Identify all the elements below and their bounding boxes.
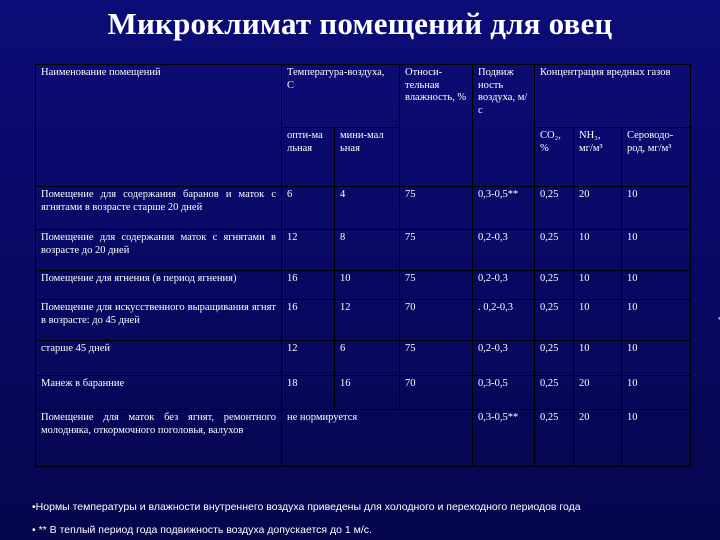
- cell-h2s: 10: [622, 271, 691, 300]
- row-name: старше 45 дней: [36, 341, 282, 376]
- cell-mobility: . 0,2-0,3: [473, 300, 535, 341]
- cell-h2s: 10: [622, 300, 691, 341]
- cell-temp-opt: 12: [282, 230, 335, 271]
- cell-mobility: 0,3-0,5**: [473, 187, 535, 230]
- table-row: [36, 376, 691, 410]
- cell-nh3: 10: [574, 230, 622, 271]
- cell-temp-opt: 16: [282, 300, 335, 341]
- cell-co2: 0,25: [535, 376, 574, 410]
- cell-temp-opt: 18: [282, 376, 335, 410]
- cell-temp-min: 16: [335, 376, 400, 410]
- row-name: Помещение для маток без ягнят, ремонтного молодняка, откормочного поголовья, валухов: [36, 410, 282, 467]
- cell-humidity: 75: [400, 341, 473, 376]
- cell-nh3: 10: [574, 271, 622, 300]
- cell-co2: 0,25: [535, 410, 574, 467]
- header-temperature: Температура-воздуха, С: [282, 65, 400, 128]
- cell-temp-min: 4: [335, 187, 400, 230]
- row-name: Помещение для содержания баранов и маток с ягнятами в возрасте старше 20 дней: [36, 187, 282, 230]
- cell-h2s: 10: [622, 376, 691, 410]
- cell-mobility: 0,2-0,3: [473, 271, 535, 300]
- cell-nh3: 10: [574, 341, 622, 376]
- table-row: [36, 341, 691, 376]
- cell-humidity: 75: [400, 187, 473, 230]
- header-h2s: Сероводо-род, мг/м³: [622, 128, 691, 187]
- cell-temp-opt: 12: [282, 341, 335, 376]
- row-name: Помещение для ягнения (в период ягнения): [36, 271, 282, 300]
- table-row: [36, 230, 691, 271]
- cell-co2: 0,25: [535, 341, 574, 376]
- table-row: [36, 187, 691, 230]
- cell-not-regulated: не нормируется: [282, 410, 473, 467]
- cell-mobility: 0,2-0,3: [473, 341, 535, 376]
- cell-temp-min: 6: [335, 341, 400, 376]
- header-humidity: Относи-тельная влажность, %: [400, 65, 473, 187]
- cell-co2: 0,25: [535, 230, 574, 271]
- table-row: [36, 300, 691, 341]
- cell-nh3: 10: [574, 300, 622, 341]
- cell-nh3: 20: [574, 410, 622, 467]
- cell-co2: 0,25: [535, 300, 574, 341]
- page-title: Микроклимат помещений для овец: [107, 6, 613, 41]
- row-name: Манеж в баранние: [36, 376, 282, 410]
- header-temp-opt: опти-ма льная: [282, 128, 335, 187]
- cell-temp-min: 10: [335, 271, 400, 300]
- cell-co2: 0,25: [535, 187, 574, 230]
- table-row: [36, 410, 691, 467]
- cell-nh3: 20: [574, 187, 622, 230]
- cell-mobility: 0,2-0,3: [473, 230, 535, 271]
- header-co2: CO₂, %: [535, 128, 574, 187]
- table-row: [36, 271, 691, 300]
- cell-h2s: 10: [622, 341, 691, 376]
- cell-temp-opt: 6: [282, 187, 335, 230]
- footnotes: [32, 500, 712, 537]
- header-row-1: [36, 65, 691, 128]
- cell-humidity: 70: [400, 376, 473, 410]
- cell-h2s: 10: [622, 187, 691, 230]
- header-mobility: Подвиж ность воздуха, м/с: [473, 65, 535, 187]
- cell-humidity: 75: [400, 230, 473, 271]
- cell-humidity: 70: [400, 300, 473, 341]
- header-temp-min: мини-мал ьная: [335, 128, 400, 187]
- cell-temp-opt: 16: [282, 271, 335, 300]
- row-name: Помещение для искусственного выращивания ягнят в возрасте: до 45 дней: [36, 300, 282, 341]
- cell-temp-min: 12: [335, 300, 400, 341]
- cell-mobility: 0,3-0,5**: [473, 410, 535, 467]
- microclimate-table: [35, 64, 691, 467]
- cell-h2s: 10: [622, 230, 691, 271]
- cell-humidity: 75: [400, 271, 473, 300]
- cell-mobility: 0,3-0,5: [473, 376, 535, 410]
- footnote-1: •Нормы температуры и влажности внутреннего воздуха приведены для холодного и переходного периодов года: [32, 501, 581, 513]
- cell-temp-min: 8: [335, 230, 400, 271]
- footnote-2: • ** В теплый период года подвижность воздуха допускается до 1 м/с.: [32, 524, 372, 536]
- header-nh3: NH₃, мг/м³: [574, 128, 622, 187]
- header-name: Наименование помещений: [36, 65, 282, 187]
- cell-co2: 0,25: [535, 271, 574, 300]
- cell-h2s: 10: [622, 410, 691, 467]
- row-name: Помещение для содержания маток с ягнятами в возрасте до 20 дней: [36, 230, 282, 271]
- header-gases: Концентрация вредных газов: [535, 65, 691, 128]
- cell-nh3: 20: [574, 376, 622, 410]
